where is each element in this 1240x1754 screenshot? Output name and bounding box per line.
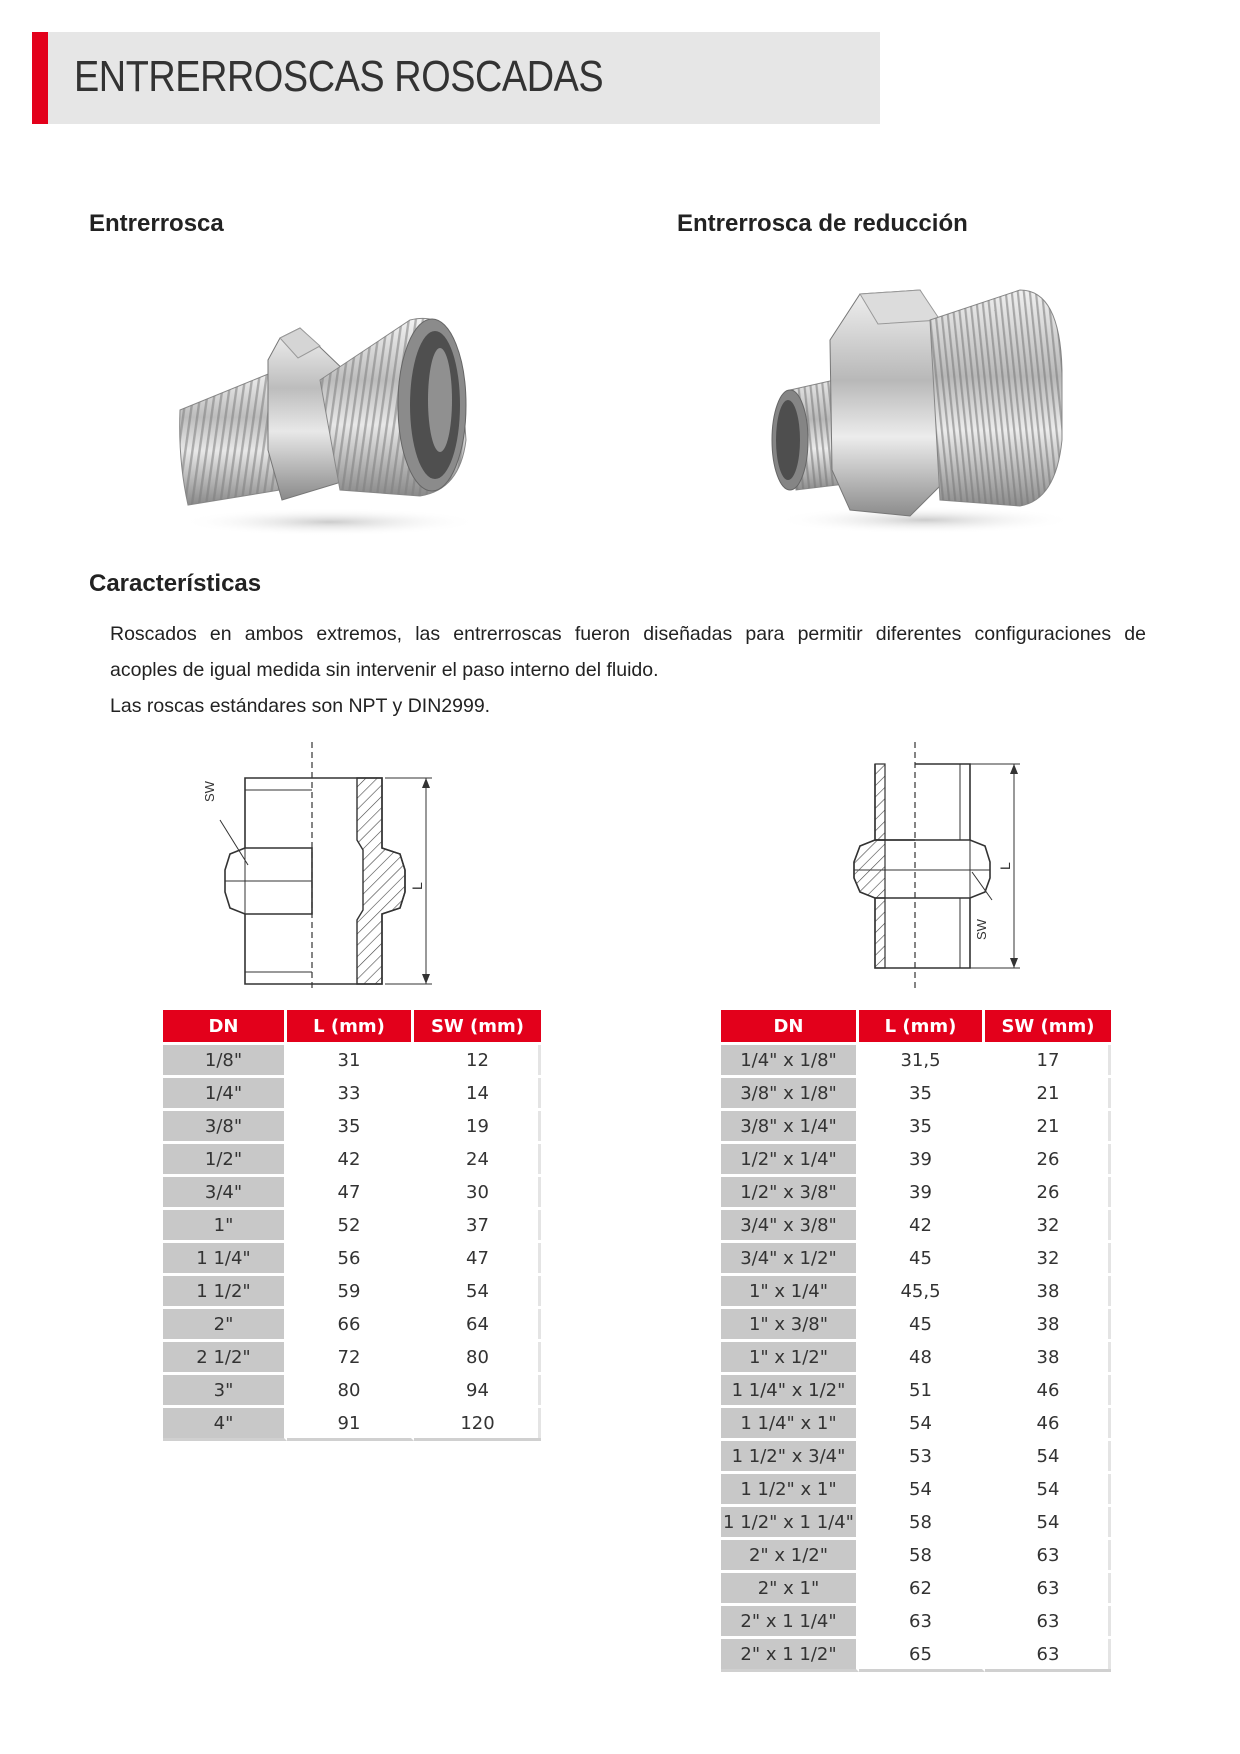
cell-dn: 1" x 1/4" <box>721 1273 859 1306</box>
cell-sw: 17 <box>985 1042 1111 1075</box>
table-row <box>721 1438 1111 1471</box>
cell-sw: 94 <box>414 1372 541 1405</box>
cell-dn: 1 1/4" <box>163 1240 287 1273</box>
cell-length: 59 <box>287 1273 414 1306</box>
cell-sw: 54 <box>985 1438 1111 1471</box>
cell-sw: 12 <box>414 1042 541 1075</box>
features-line-1: Roscados en ambos extremos, las entrerroscas fueron diseñadas para permitir diferentes configuraciones de <box>110 623 1146 645</box>
cell-length: 51 <box>859 1372 985 1405</box>
cell-length: 39 <box>859 1174 985 1207</box>
cell-length: 65 <box>859 1636 985 1672</box>
table-row <box>163 1141 541 1174</box>
cell-dn: 3/4" x 1/2" <box>721 1240 859 1273</box>
cell-length: 35 <box>859 1075 985 1108</box>
cell-dn: 1/2" x 3/8" <box>721 1174 859 1207</box>
cell-length: 58 <box>859 1537 985 1570</box>
table-header-row <box>721 1010 1111 1042</box>
table-row <box>721 1075 1111 1108</box>
cell-sw: 54 <box>414 1273 541 1306</box>
table-row <box>721 1207 1111 1240</box>
table-row <box>721 1471 1111 1504</box>
cell-length: 42 <box>859 1207 985 1240</box>
cell-length: 48 <box>859 1339 985 1372</box>
cell-dn: 3/8" <box>163 1108 287 1141</box>
reducing-nipple-dimensions-table <box>721 1010 1111 1672</box>
cell-sw: 26 <box>985 1174 1111 1207</box>
cell-dn: 1/2" <box>163 1141 287 1174</box>
title-accent-bar <box>32 32 48 124</box>
cell-dn: 1 1/2" x 1" <box>721 1471 859 1504</box>
nipple-technical-drawing <box>200 740 450 990</box>
cell-sw: 63 <box>985 1570 1111 1603</box>
cell-dn: 1 1/2" <box>163 1273 287 1306</box>
cell-length: 31,5 <box>859 1042 985 1075</box>
product-title-nipple: Entrerrosca <box>89 210 224 237</box>
cell-length: 42 <box>287 1141 414 1174</box>
table-row <box>163 1075 541 1108</box>
column-header-dn: DN <box>163 1010 287 1042</box>
cell-sw: 32 <box>985 1240 1111 1273</box>
table-row <box>721 1504 1111 1537</box>
cell-dn: 2" x 1/2" <box>721 1537 859 1570</box>
column-header-l: L (mm) <box>287 1010 414 1042</box>
table-row <box>721 1141 1111 1174</box>
sw-label-right: SW <box>974 919 989 940</box>
table-row <box>721 1273 1111 1306</box>
cell-dn: 1" x 1/2" <box>721 1339 859 1372</box>
cell-sw: 64 <box>414 1306 541 1339</box>
table-row <box>163 1372 541 1405</box>
cell-length: 39 <box>859 1141 985 1174</box>
table-row <box>721 1339 1111 1372</box>
product-title-reducing-nipple: Entrerrosca de reducción <box>677 210 968 237</box>
cell-length: 72 <box>287 1339 414 1372</box>
cell-dn: 1 1/4" x 1/2" <box>721 1372 859 1405</box>
cell-dn: 1 1/2" x 3/4" <box>721 1438 859 1471</box>
cell-dn: 3" <box>163 1372 287 1405</box>
cell-dn: 2" <box>163 1306 287 1339</box>
cell-length: 66 <box>287 1306 414 1339</box>
cell-sw: 32 <box>985 1207 1111 1240</box>
cell-sw: 19 <box>414 1108 541 1141</box>
column-header-l: L (mm) <box>859 1010 985 1042</box>
sw-label-left: SW <box>202 781 217 802</box>
cell-sw: 80 <box>414 1339 541 1372</box>
cell-sw: 38 <box>985 1273 1111 1306</box>
cell-length: 45,5 <box>859 1273 985 1306</box>
cell-length: 91 <box>287 1405 414 1441</box>
table-row <box>721 1240 1111 1273</box>
reducing-nipple-technical-drawing <box>830 740 1040 995</box>
hex-nipple-photo <box>170 300 490 540</box>
l-label-left: L <box>409 882 425 890</box>
table-row <box>721 1570 1111 1603</box>
table-row <box>721 1306 1111 1339</box>
cell-dn: 3/8" x 1/4" <box>721 1108 859 1141</box>
table-row <box>721 1537 1111 1570</box>
table-row <box>721 1603 1111 1636</box>
cell-length: 62 <box>859 1570 985 1603</box>
table-row <box>163 1207 541 1240</box>
features-line-2: acoples de igual medida sin intervenir el paso interno del fluido. <box>110 659 659 681</box>
cell-sw: 47 <box>414 1240 541 1273</box>
cell-sw: 26 <box>985 1141 1111 1174</box>
reducing-nipple-photo <box>750 280 1080 540</box>
column-header-dn: DN <box>721 1010 859 1042</box>
cell-dn: 1" <box>163 1207 287 1240</box>
table-row <box>163 1273 541 1306</box>
table-row <box>721 1108 1111 1141</box>
table-row <box>721 1042 1111 1075</box>
features-description <box>110 616 1146 724</box>
column-header-sw: SW (mm) <box>414 1010 541 1042</box>
l-label-right: L <box>997 862 1013 870</box>
cell-sw: 54 <box>985 1471 1111 1504</box>
page-title: ENTRERROSCAS ROSCADAS <box>74 52 604 101</box>
cell-dn: 1 1/4" x 1" <box>721 1405 859 1438</box>
cell-dn: 3/4" x 3/8" <box>721 1207 859 1240</box>
cell-sw: 54 <box>985 1504 1111 1537</box>
table-row <box>163 1240 541 1273</box>
nipple-dimensions-table <box>163 1010 541 1441</box>
title-bar <box>32 32 880 124</box>
cell-length: 52 <box>287 1207 414 1240</box>
cell-sw: 21 <box>985 1108 1111 1141</box>
table-row <box>163 1108 541 1141</box>
cell-dn: 2 1/2" <box>163 1339 287 1372</box>
cell-dn: 2" x 1 1/2" <box>721 1636 859 1672</box>
cell-length: 33 <box>287 1075 414 1108</box>
cell-length: 47 <box>287 1174 414 1207</box>
cell-dn: 2" x 1" <box>721 1570 859 1603</box>
cell-sw: 37 <box>414 1207 541 1240</box>
cell-sw: 63 <box>985 1603 1111 1636</box>
cell-sw: 46 <box>985 1405 1111 1438</box>
cell-dn: 1/4" <box>163 1075 287 1108</box>
cell-dn: 3/8" x 1/8" <box>721 1075 859 1108</box>
cell-sw: 30 <box>414 1174 541 1207</box>
column-header-sw: SW (mm) <box>985 1010 1111 1042</box>
cell-dn: 1/4" x 1/8" <box>721 1042 859 1075</box>
cell-dn: 1/2" x 1/4" <box>721 1141 859 1174</box>
cell-length: 45 <box>859 1240 985 1273</box>
features-heading: Características <box>89 570 262 597</box>
table-row <box>163 1339 541 1372</box>
cell-length: 54 <box>859 1471 985 1504</box>
table-row <box>721 1372 1111 1405</box>
table-row <box>163 1174 541 1207</box>
cell-sw: 63 <box>985 1537 1111 1570</box>
cell-sw: 63 <box>985 1636 1111 1672</box>
table-row <box>721 1405 1111 1438</box>
table-header-row <box>163 1010 541 1042</box>
cell-dn: 3/4" <box>163 1174 287 1207</box>
table-row <box>163 1042 541 1075</box>
cell-dn: 1" x 3/8" <box>721 1306 859 1339</box>
table-row <box>163 1306 541 1339</box>
table-row <box>721 1174 1111 1207</box>
cell-length: 80 <box>287 1372 414 1405</box>
cell-length: 53 <box>859 1438 985 1471</box>
cell-sw: 38 <box>985 1306 1111 1339</box>
cell-length: 31 <box>287 1042 414 1075</box>
cell-dn: 4" <box>163 1405 287 1441</box>
cell-sw: 21 <box>985 1075 1111 1108</box>
table-row <box>163 1405 541 1441</box>
table-row <box>721 1636 1111 1672</box>
cell-length: 45 <box>859 1306 985 1339</box>
cell-dn: 2" x 1 1/4" <box>721 1603 859 1636</box>
cell-sw: 46 <box>985 1372 1111 1405</box>
cell-length: 56 <box>287 1240 414 1273</box>
cell-length: 35 <box>859 1108 985 1141</box>
cell-length: 63 <box>859 1603 985 1636</box>
cell-sw: 120 <box>414 1405 541 1441</box>
cell-sw: 38 <box>985 1339 1111 1372</box>
cell-dn: 1 1/2" x 1 1/4" <box>721 1504 859 1537</box>
cell-length: 54 <box>859 1405 985 1438</box>
cell-length: 35 <box>287 1108 414 1141</box>
cell-sw: 24 <box>414 1141 541 1174</box>
cell-dn: 1/8" <box>163 1042 287 1075</box>
features-line-3: Las roscas estándares son NPT y DIN2999. <box>110 695 491 717</box>
cell-length: 58 <box>859 1504 985 1537</box>
cell-sw: 14 <box>414 1075 541 1108</box>
